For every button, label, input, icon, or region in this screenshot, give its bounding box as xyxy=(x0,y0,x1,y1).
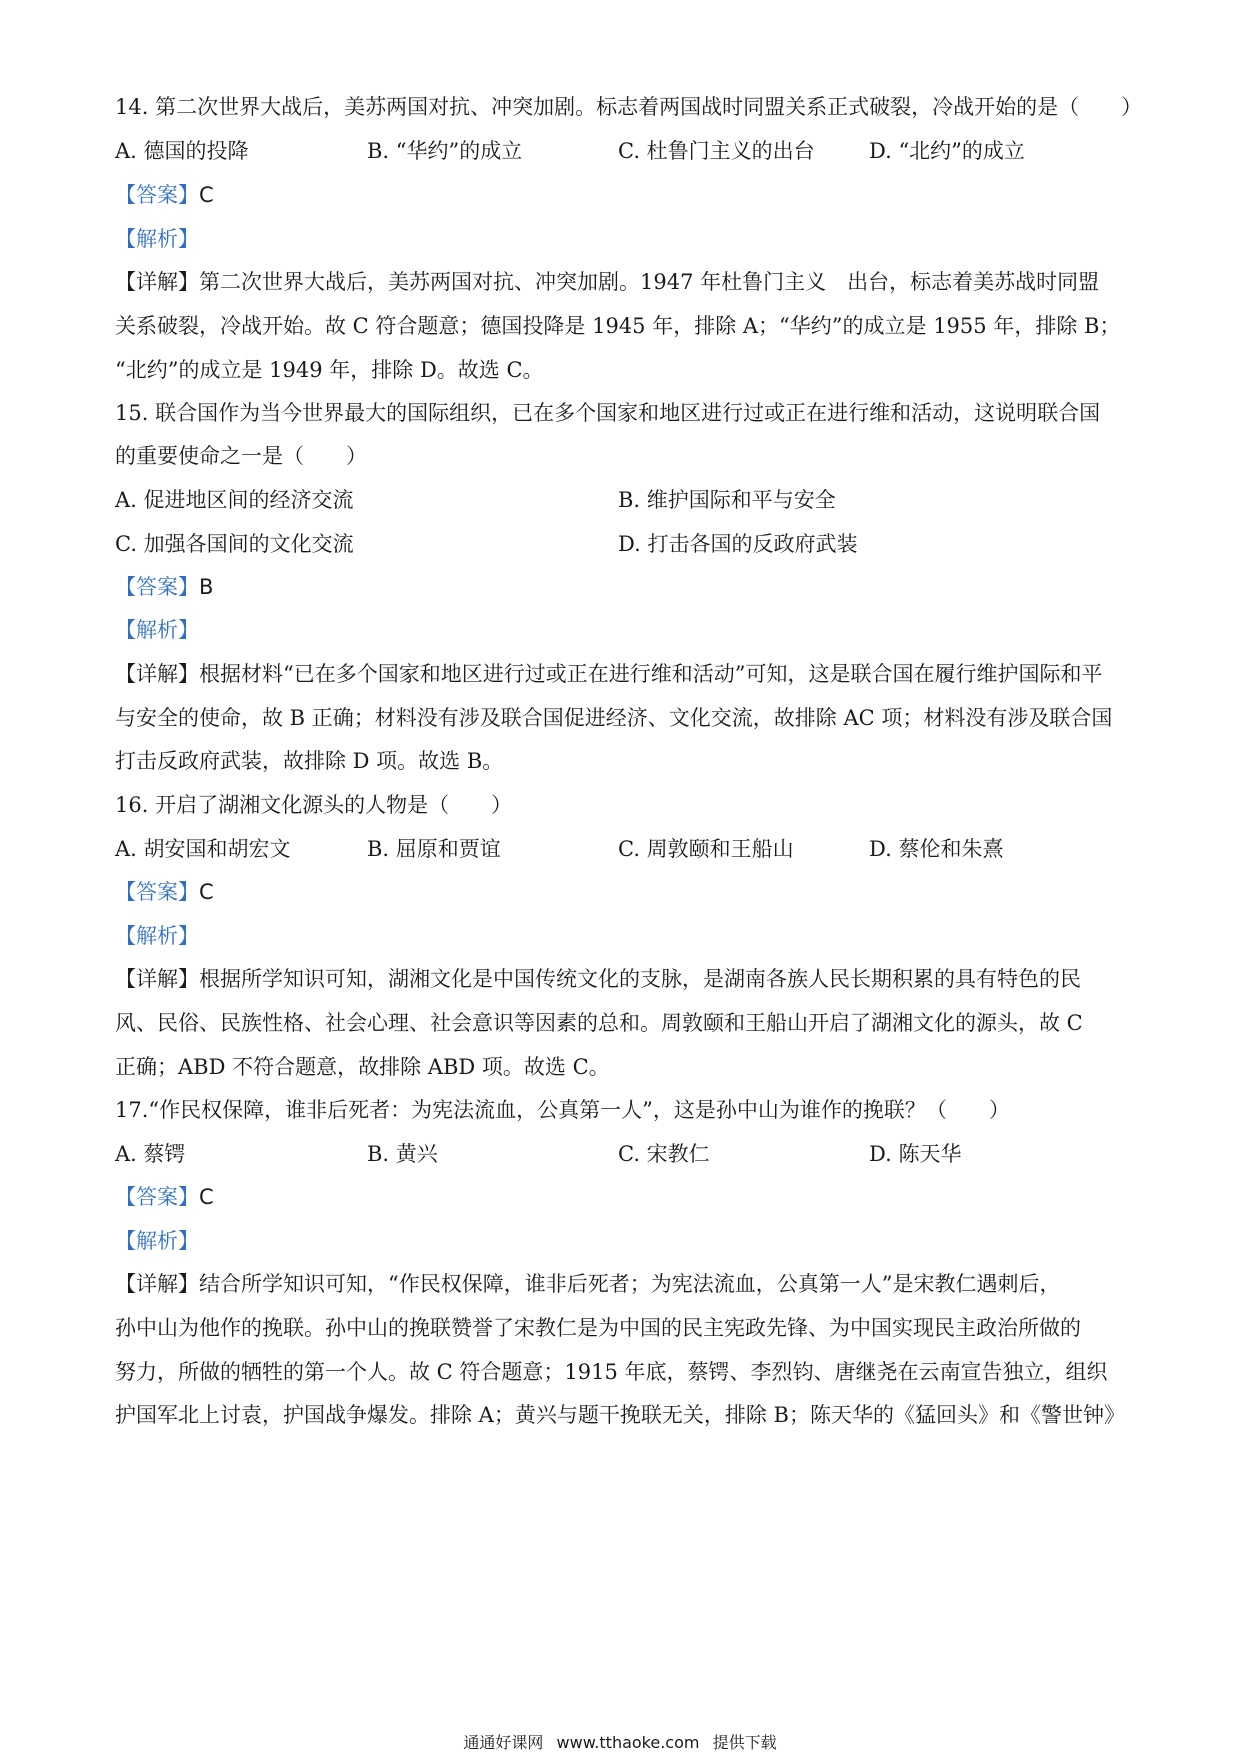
q14-stem: 14. 第二次世界大战后，美苏两国对抗、冲突加剧。标志着两国战时同盟关系正式破裂，冷战开始的是（ ） xyxy=(115,95,1143,119)
q16-stem: 16. 开启了湖湘文化源头的人物是（ ） xyxy=(115,793,513,817)
q16-option-d: D. 蔡伦和朱熹 xyxy=(869,837,1004,861)
q17-answer-tag: 【答案】 xyxy=(115,1185,199,1209)
q17-answer-value: C xyxy=(199,1185,214,1209)
q16-detail-text-1: 根据所学知识可知，湖湘文化是中国传统文化的支脉，是湖南各族人民长期积累的具有特色的民 xyxy=(199,967,1081,991)
q14-answer-value: C xyxy=(199,183,214,207)
q17-stem: 17.“作民权保障，谁非后死者：为宪法流血，公真第一人”，这是孙中山为谁作的挽联？（ ） xyxy=(115,1098,1010,1122)
page-footer xyxy=(0,1733,1240,1753)
q14-detail-tag: 【详解】 xyxy=(115,270,199,294)
q16-option-a: A. 胡安国和胡宏文 xyxy=(115,837,291,861)
q17-detail-line-4: 护国军北上讨袁，护国战争爆发。排除 A；黄兴与题干挽联无关，排除 B；陈天华的《猛回头》和《警世钟》 xyxy=(115,1403,1125,1427)
q15-detail-text-1: 根据材料“已在多个国家和地区进行过或正在进行维和活动”可知，这是联合国在履行维护国际和平 xyxy=(199,662,1103,686)
q14-analysis-label: 【解析】 xyxy=(115,227,199,251)
q17-detail-line-2: 孙中山为他作的挽联。孙中山的挽联赞誉了宋教仁是为中国的民主宪政先锋、为中国实现民主政治所做的 xyxy=(115,1316,1081,1340)
q14-answer xyxy=(115,180,1130,210)
q14-detail-line-2: 关系破裂，冷战开始。故 C 符合题意；德国投降是 1945 年，排除 A；“华约”的成立是 1955 年，排除 B； xyxy=(115,314,1121,338)
q15-option-b: B. 维护国际和平与安全 xyxy=(618,488,836,512)
q15-analysis-tag xyxy=(115,615,1130,645)
q16-detail-line-3: 正确；ABD 不符合题意，故排除 ABD 项。故选 C。 xyxy=(115,1055,610,1079)
q15-stem-line-2: 的重要使命之一是（ ） xyxy=(115,444,367,468)
q17-option-a: A. 蔡锷 xyxy=(115,1142,186,1166)
q17-analysis-label: 【解析】 xyxy=(115,1229,199,1253)
q17-option-b: B. 黄兴 xyxy=(367,1142,438,1166)
q16-answer xyxy=(115,877,1130,907)
q17-option-c: C. 宋教仁 xyxy=(618,1142,710,1166)
q16-detail-line-1 xyxy=(115,964,1130,994)
q15-answer xyxy=(115,572,1130,602)
q14-detail-line-3: “北约”的成立是 1949 年，排除 D。故选 C。 xyxy=(115,358,544,382)
footer-site-name: 通通好课网 xyxy=(463,1733,544,1752)
q17-analysis-tag xyxy=(115,1226,1130,1256)
q15-detail-tag: 【详解】 xyxy=(115,662,199,686)
q14-option-b: B. “华约”的成立 xyxy=(367,139,523,163)
q15-stem-line-1: 15. 联合国作为当今世界最大的国际组织，已在多个国家和地区进行过或正在进行维和活动，这说明联合国 xyxy=(115,401,1101,425)
q16-analysis-tag xyxy=(115,921,1130,951)
q15-detail-line-2: 与安全的使命，故 B 正确；材料没有涉及联合国促进经济、文化交流，故排除 AC 项；材料没有涉及联合国 xyxy=(115,706,1113,730)
q17-detail-line-3: 努力，所做的牺牲的第一个人。故 C 符合题意；1915 年底，蔡锷、李烈钧、唐继尧在云南宣告独立，组织 xyxy=(115,1360,1108,1384)
q17-detail-tag: 【详解】 xyxy=(115,1272,199,1296)
q15-detail-line-3: 打击反政府武装，故排除 D 项。故选 B。 xyxy=(115,749,504,773)
q15-option-a: A. 促进地区间的经济交流 xyxy=(115,488,354,512)
q15-answer-value: B xyxy=(199,575,214,599)
q15-option-d: D. 打击各国的反政府武装 xyxy=(618,532,858,556)
footer-url-link[interactable]: www.tthaoke.com xyxy=(556,1733,700,1752)
q17-detail-line-1 xyxy=(115,1269,1130,1299)
q16-option-c: C. 周敦颐和王船山 xyxy=(618,837,794,861)
q14-answer-tag: 【答案】 xyxy=(115,183,199,207)
q14-option-a: A. 德国的投降 xyxy=(115,139,249,163)
q16-answer-value: C xyxy=(199,880,214,904)
q16-option-b: B. 屈原和贾谊 xyxy=(367,837,501,861)
q15-option-c: C. 加强各国间的文化交流 xyxy=(115,532,354,556)
q15-detail-line-1 xyxy=(115,659,1130,689)
q16-detail-tag: 【详解】 xyxy=(115,967,199,991)
q16-analysis-label: 【解析】 xyxy=(115,924,199,948)
q17-answer xyxy=(115,1182,1130,1212)
q14-analysis-tag xyxy=(115,224,1130,254)
q17-detail-text-1: 结合所学知识可知，“作民权保障，谁非后死者；为宪法流血，公真第一人”是宋教仁遇刺后， xyxy=(199,1272,1061,1296)
q15-analysis-label: 【解析】 xyxy=(115,618,199,642)
q17-option-d: D. 陈天华 xyxy=(869,1142,962,1166)
q15-answer-tag: 【答案】 xyxy=(115,575,199,599)
q14-option-c: C. 杜鲁门主义的出台 xyxy=(618,139,815,163)
footer-note: 提供下载 xyxy=(712,1733,777,1752)
q14-option-d: D. “北约”的成立 xyxy=(869,139,1025,163)
q16-detail-line-2: 风、民俗、民族性格、社会心理、社会意识等因素的总和。周敦颐和王船山开启了湖湘文化的源头，故 C xyxy=(115,1011,1083,1035)
q16-answer-tag: 【答案】 xyxy=(115,880,199,904)
q14-detail-line-1 xyxy=(115,267,1130,297)
q14-detail-text-1: 第二次世界大战后，美苏两国对抗、冲突加剧。1947 年杜鲁门主义 出台，标志着美苏战时同盟 xyxy=(199,270,1100,294)
